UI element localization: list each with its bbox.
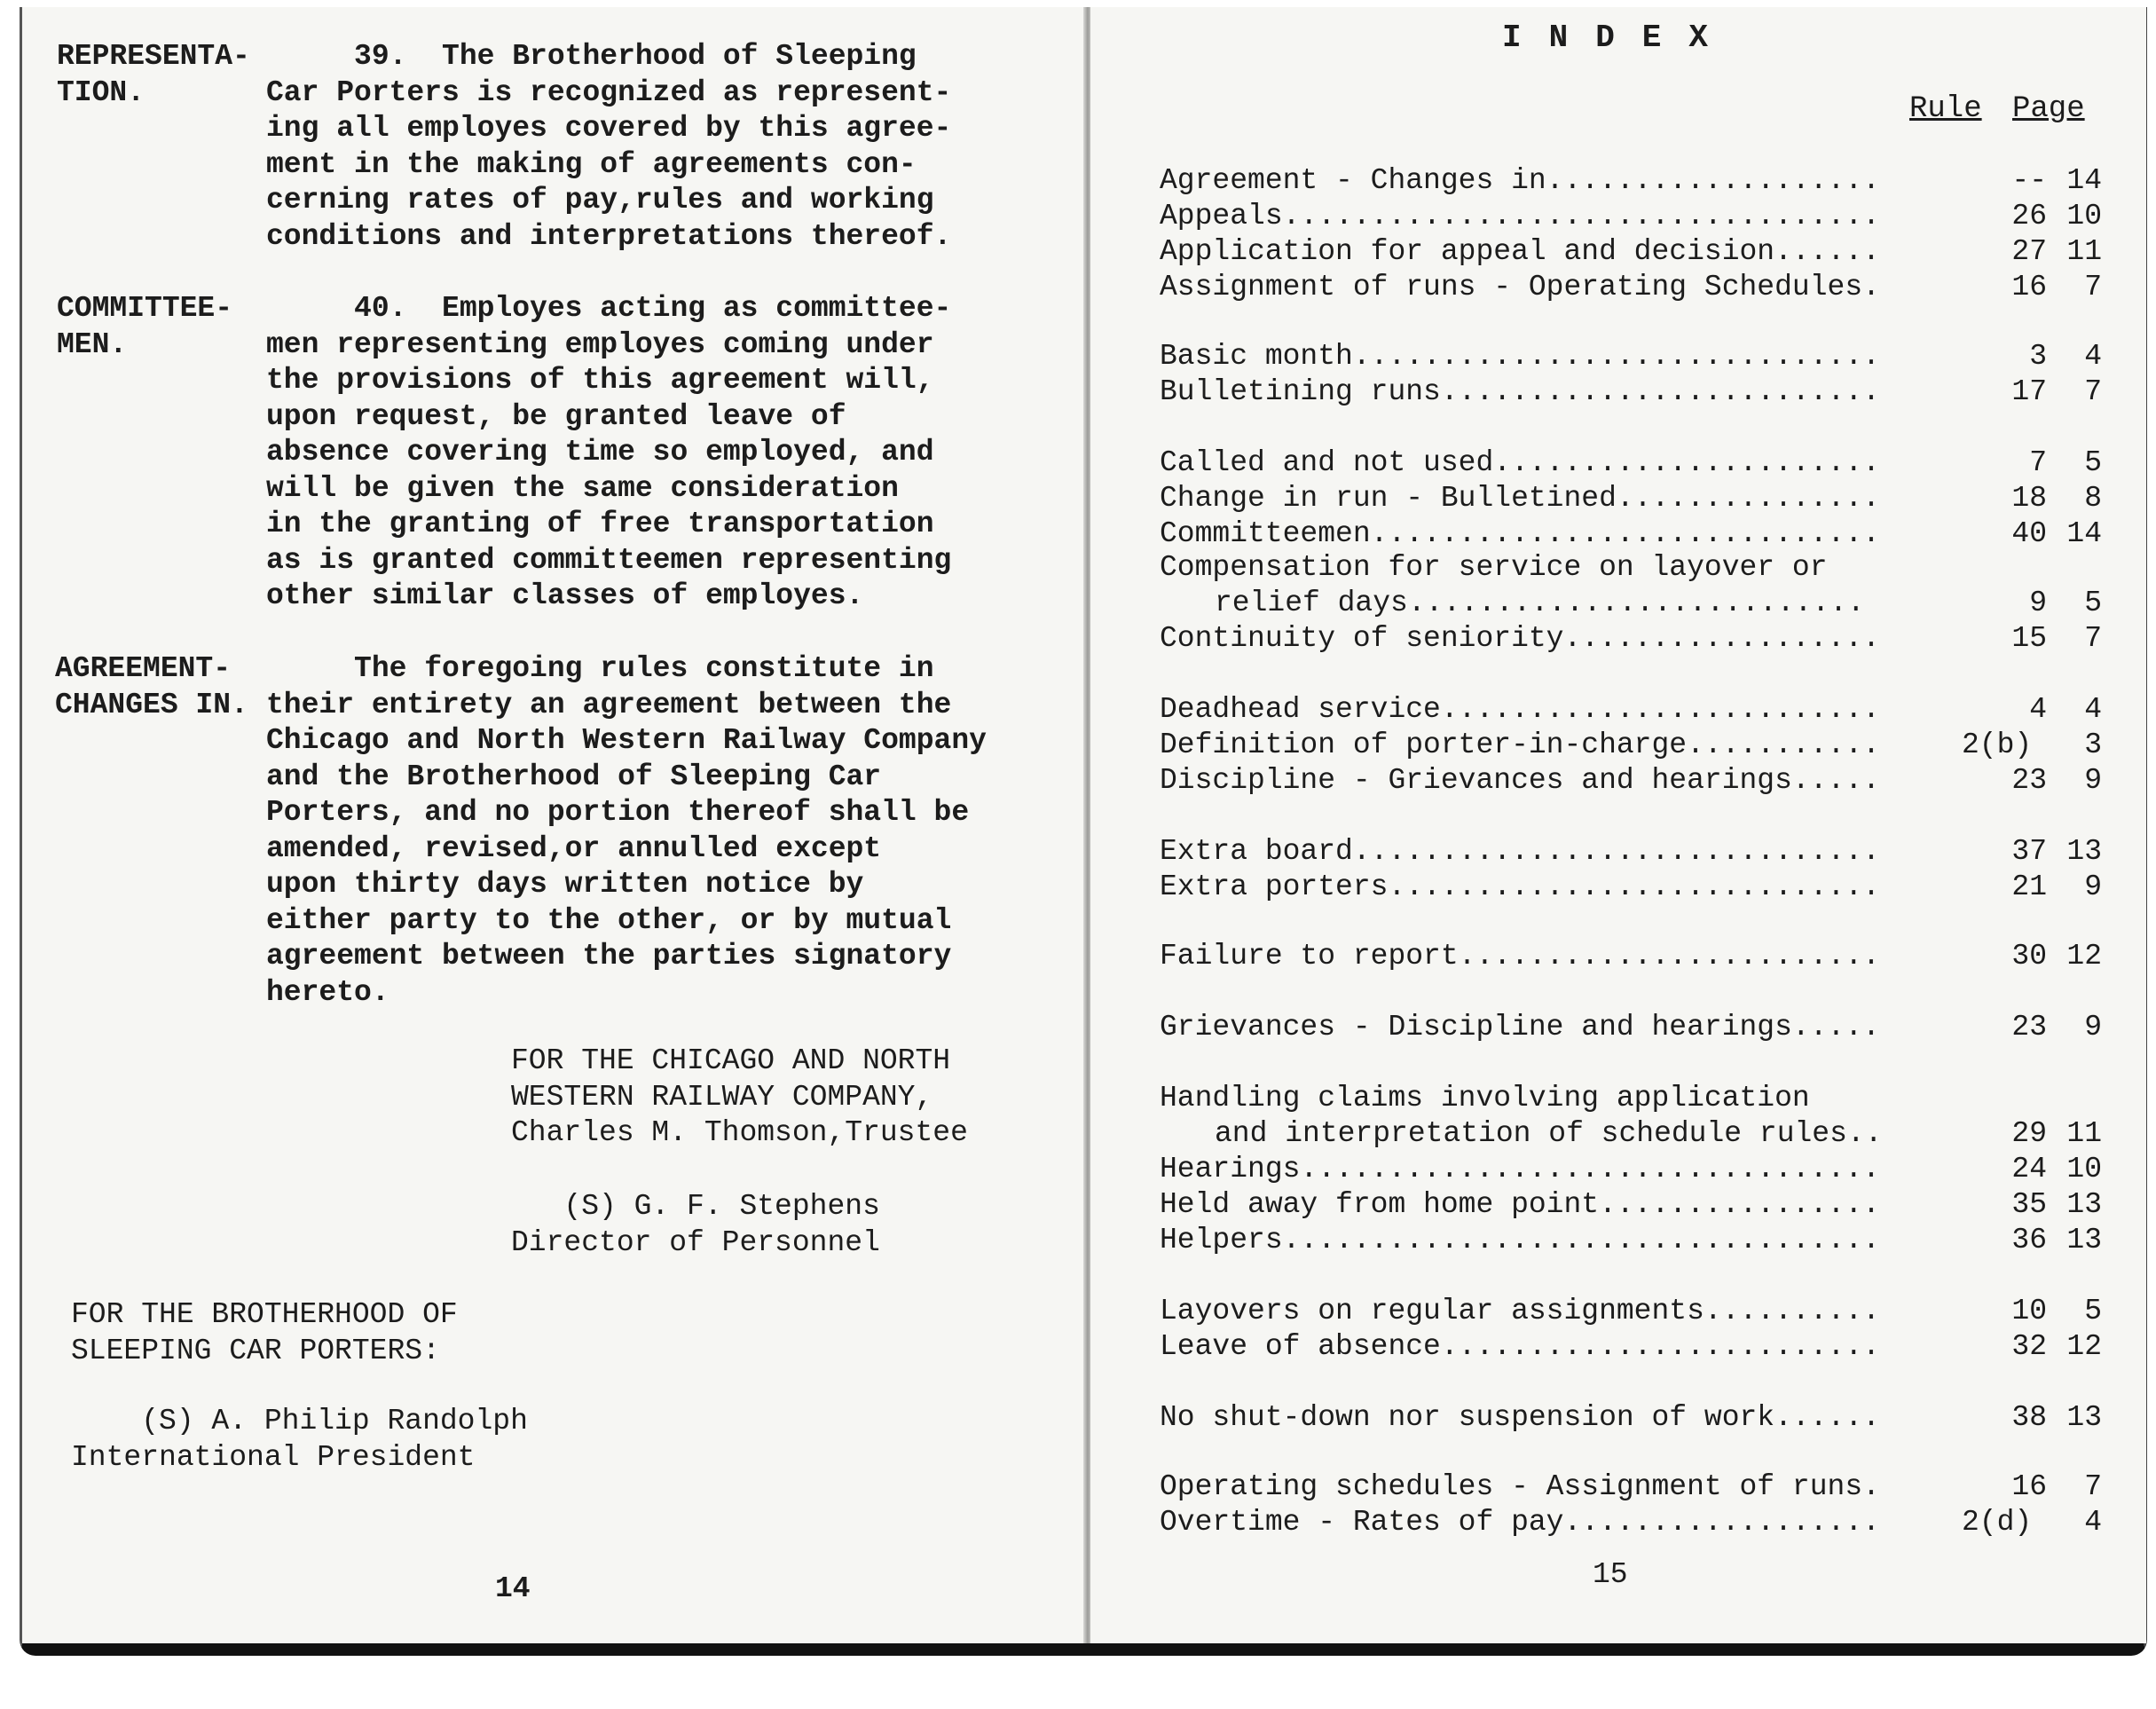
index-entry-rule: 2(b) bbox=[1962, 728, 2033, 761]
representation-paragraph bbox=[266, 39, 951, 255]
company-signature-block bbox=[511, 1044, 968, 1152]
index-entry bbox=[1160, 763, 2100, 799]
text-line: (S) A. Philip Randolph bbox=[71, 1405, 528, 1437]
index-entry-page: 4 bbox=[2084, 1506, 2102, 1539]
text-line: hereto. bbox=[266, 975, 389, 1009]
text-line: ing all employes covered by this agree- bbox=[266, 112, 952, 145]
index-entry-label: Handling claims involving application bbox=[1160, 1082, 1810, 1114]
index-entry-rule: 15 bbox=[2011, 622, 2047, 655]
index-entry-label: relief days.......................... bbox=[1215, 587, 1865, 619]
index-entry bbox=[1160, 586, 2100, 621]
page-column-header: Page bbox=[2012, 92, 2085, 126]
text-line: Chicago and North Western Railway Company bbox=[266, 724, 987, 757]
index-entry bbox=[1160, 516, 2100, 552]
label-line: TION. bbox=[57, 75, 146, 109]
text-line: The foregoing rules constitute in bbox=[266, 652, 934, 685]
index-entry-label: and interpretation of schedule rules.. bbox=[1215, 1117, 1883, 1150]
text-line: and the Brotherhood of Sleeping Car bbox=[266, 760, 882, 793]
committeemen-paragraph bbox=[266, 291, 951, 615]
text-line: 39. The Brotherhood of Sleeping bbox=[266, 40, 917, 73]
index-entry-label: Called and not used...................... bbox=[1160, 446, 1880, 479]
index-entry bbox=[1160, 339, 2100, 374]
index-entry-label: Discipline - Grievances and hearings..... bbox=[1160, 764, 1880, 797]
index-entry-rule: 23 bbox=[2011, 1011, 2047, 1044]
index-entry-page: 13 bbox=[2066, 1188, 2102, 1221]
index-entry-rule: 38 bbox=[2011, 1401, 2047, 1434]
index-entry-page: 7 bbox=[2084, 1470, 2102, 1503]
index-entry bbox=[1160, 1329, 2100, 1365]
index-entry-page: 9 bbox=[2084, 764, 2102, 797]
index-entry-rule: 4 bbox=[2029, 693, 2047, 726]
text-line: (S) G. F. Stephens bbox=[511, 1190, 880, 1223]
index-entry bbox=[1160, 1081, 2100, 1116]
index-entry-page: 11 bbox=[2066, 235, 2102, 268]
text-line: cerning rates of pay,rules and working bbox=[266, 184, 934, 217]
index-entry-rule: 18 bbox=[2011, 482, 2047, 515]
index-entry bbox=[1160, 481, 2100, 516]
index-entry bbox=[1160, 1223, 2100, 1258]
representation-label bbox=[57, 39, 250, 111]
index-entry bbox=[1160, 939, 2100, 974]
index-entry-page: 14 bbox=[2066, 517, 2102, 550]
left-page-number: 14 bbox=[495, 1572, 531, 1605]
label-line: REPRESENTA- bbox=[57, 40, 250, 73]
text-line: their entirety an agreement between the bbox=[266, 688, 952, 721]
index-entry-page: 13 bbox=[2066, 835, 2102, 868]
text-line: upon thirty days written notice by bbox=[266, 868, 864, 901]
index-entry-label: Operating schedules - Assignment of runs. bbox=[1160, 1470, 1880, 1503]
index-entry bbox=[1160, 1469, 2100, 1505]
index-entry bbox=[1160, 1152, 2100, 1187]
index-entry-page: 7 bbox=[2084, 622, 2102, 655]
index-entry-label: Extra board.............................. bbox=[1160, 835, 1880, 868]
index-entry-page: 5 bbox=[2084, 1295, 2102, 1327]
index-entry-rule: 26 bbox=[2011, 200, 2047, 232]
index-entry-rule: 40 bbox=[2011, 517, 2047, 550]
text-line: upon request, be granted leave of bbox=[266, 399, 846, 433]
index-entry bbox=[1160, 550, 2100, 586]
text-line: conditions and interpretations thereof. bbox=[266, 219, 952, 253]
index-entry-rule: 21 bbox=[2011, 870, 2047, 903]
text-line: Porters, and no portion thereof shall be bbox=[266, 796, 970, 829]
index-entry-label: Basic month.............................. bbox=[1160, 340, 1880, 373]
index-entry bbox=[1160, 1294, 2100, 1329]
index-entry bbox=[1160, 834, 2100, 870]
index-entry-label: Overtime - Rates of pay.................. bbox=[1160, 1506, 1880, 1539]
index-entry-label: Compensation for service on layover or bbox=[1160, 551, 1828, 584]
index-entry bbox=[1160, 692, 2100, 728]
index-entry-rule: 16 bbox=[2011, 271, 2047, 303]
committeemen-label bbox=[57, 291, 232, 363]
index-entry-label: Leave of absence......................... bbox=[1160, 1330, 1880, 1363]
text-line: agreement between the parties signatory bbox=[266, 940, 952, 973]
index-entry-page: 4 bbox=[2084, 693, 2102, 726]
index-entry-rule: 37 bbox=[2011, 835, 2047, 868]
index-entry-rule: 9 bbox=[2029, 587, 2047, 619]
index-entry-page: 12 bbox=[2066, 1330, 2102, 1363]
text-line: the provisions of this agreement will, bbox=[266, 364, 934, 397]
text-line: FOR THE BROTHERHOOD OF bbox=[71, 1298, 458, 1331]
index-entry-rule: 36 bbox=[2011, 1224, 2047, 1256]
index-entry-label: Hearings................................. bbox=[1160, 1153, 1880, 1185]
index-entry-label: Appeals.................................. bbox=[1160, 200, 1880, 232]
index-entry-rule: 29 bbox=[2011, 1117, 2047, 1150]
text-line: Car Porters is recognized as represent- bbox=[266, 75, 952, 109]
index-entry-label: Agreement - Changes in................... bbox=[1160, 164, 1880, 197]
index-entry-rule: 17 bbox=[2011, 375, 2047, 408]
index-entry-label: Application for appeal and decision...... bbox=[1160, 235, 1880, 268]
index-entry-label: No shut-down nor suspension of work...... bbox=[1160, 1401, 1880, 1434]
index-entry-page: 7 bbox=[2084, 375, 2102, 408]
text-line: SLEEPING CAR PORTERS: bbox=[71, 1334, 440, 1367]
index-entry-page: 5 bbox=[2084, 446, 2102, 479]
index-entry-page: 10 bbox=[2066, 1153, 2102, 1185]
index-entry-rule: 7 bbox=[2029, 446, 2047, 479]
index-entry bbox=[1160, 1400, 2100, 1436]
index-entry-rule: -- bbox=[2011, 164, 2047, 197]
index-entry bbox=[1160, 870, 2100, 905]
text-line: in the granting of free transportation bbox=[266, 508, 934, 540]
index-entry-page: 10 bbox=[2066, 200, 2102, 232]
index-entry-label: Extra porters............................ bbox=[1160, 870, 1880, 903]
index-entry-label: Held away from home point................ bbox=[1160, 1188, 1880, 1221]
text-line: amended, revised,or annulled except bbox=[266, 831, 882, 865]
index-entry-label: Layovers on regular assignments.......... bbox=[1160, 1295, 1880, 1327]
index-entry-page: 7 bbox=[2084, 271, 2102, 303]
index-entry bbox=[1160, 1116, 2100, 1152]
text-line: as is granted committeemen representing bbox=[266, 543, 952, 577]
index-entry-rule: 3 bbox=[2029, 340, 2047, 373]
index-entry-label: Assignment of runs - Operating Schedules. bbox=[1160, 271, 1880, 303]
brotherhood-signature-block bbox=[71, 1297, 458, 1369]
text-line: FOR THE CHICAGO AND NORTH bbox=[511, 1044, 951, 1077]
index-entry-label: Helpers.................................. bbox=[1160, 1224, 1880, 1256]
label-line: CHANGES IN. bbox=[55, 688, 248, 721]
index-entry bbox=[1160, 1505, 2100, 1540]
index-entry-page: 5 bbox=[2084, 587, 2102, 619]
index-title: INDEX bbox=[1502, 20, 1736, 56]
label-line: MEN. bbox=[57, 327, 128, 361]
index-entry-label: Grievances - Discipline and hearings..... bbox=[1160, 1011, 1880, 1044]
index-entry bbox=[1160, 1187, 2100, 1223]
index-entry-page: 13 bbox=[2066, 1401, 2102, 1434]
text-line: WESTERN RAILWAY COMPANY, bbox=[511, 1080, 933, 1114]
text-line: Charles M. Thomson,Trustee bbox=[511, 1116, 968, 1149]
rule-column-header: Rule bbox=[1909, 92, 1982, 126]
index-entry-label: Bulletining runs......................... bbox=[1160, 375, 1880, 408]
brotherhood-signer bbox=[71, 1404, 528, 1476]
agreement-paragraph bbox=[266, 651, 987, 1011]
text-line: either party to the other, or by mutual bbox=[266, 903, 952, 937]
index-entry-page: 12 bbox=[2066, 940, 2102, 973]
index-entry-rule: 16 bbox=[2011, 1470, 2047, 1503]
index-entry-label: Definition of porter-in-charge........... bbox=[1160, 728, 1880, 761]
index-entry-label: Committeemen............................. bbox=[1160, 517, 1880, 550]
index-entry-page: 8 bbox=[2084, 482, 2102, 515]
index-entry bbox=[1160, 234, 2100, 270]
text-line: men representing employes coming under bbox=[266, 327, 934, 361]
index-entry-page: 14 bbox=[2066, 164, 2102, 197]
index-entry-rule: 27 bbox=[2011, 235, 2047, 268]
text-line: absence covering time so employed, and bbox=[266, 436, 934, 469]
index-entry-page: 9 bbox=[2084, 870, 2102, 903]
index-entry-rule: 24 bbox=[2011, 1153, 2047, 1185]
index-entry bbox=[1160, 621, 2100, 657]
index-entry-label: Change in run - Bulletined............... bbox=[1160, 482, 1880, 515]
index-entry-page: 3 bbox=[2084, 728, 2102, 761]
index-entry-rule: 10 bbox=[2011, 1295, 2047, 1327]
text-line: other similar classes of employes. bbox=[266, 579, 864, 612]
text-line: 40. Employes acting as committee- bbox=[266, 292, 952, 325]
index-entry bbox=[1160, 728, 2100, 763]
label-line: COMMITTEE- bbox=[57, 292, 233, 325]
index-entry-label: Deadhead service......................... bbox=[1160, 693, 1880, 726]
index-entry-rule: 32 bbox=[2011, 1330, 2047, 1363]
index-entry-label: Continuity of seniority.................. bbox=[1160, 622, 1880, 655]
text-line: International President bbox=[71, 1440, 476, 1474]
index-entry-rule: 23 bbox=[2011, 764, 2047, 797]
index-entry-page: 13 bbox=[2066, 1224, 2102, 1256]
index-entry bbox=[1160, 270, 2100, 305]
company-signer bbox=[511, 1189, 880, 1261]
index-entry-rule: 30 bbox=[2011, 940, 2047, 973]
index-entry bbox=[1160, 1010, 2100, 1045]
index-entry bbox=[1160, 199, 2100, 234]
index-entry-page: 9 bbox=[2084, 1011, 2102, 1044]
index-entry-rule: 35 bbox=[2011, 1188, 2047, 1221]
index-entry bbox=[1160, 374, 2100, 410]
index-entry-rule: 2(d) bbox=[1962, 1506, 2033, 1539]
index-entry-page: 4 bbox=[2084, 340, 2102, 373]
text-line: ment in the making of agreements con- bbox=[266, 147, 917, 181]
text-line: Director of Personnel bbox=[511, 1225, 880, 1259]
right-page-number: 15 bbox=[1593, 1558, 1628, 1591]
index-entry bbox=[1160, 445, 2100, 481]
label-line: AGREEMENT- bbox=[55, 652, 232, 685]
index-entry bbox=[1160, 163, 2100, 199]
agreement-label bbox=[55, 651, 248, 723]
index-entry-page: 11 bbox=[2066, 1117, 2102, 1150]
text-line: will be given the same consideration bbox=[266, 471, 899, 505]
index-entry-label: Failure to report........................ bbox=[1160, 940, 1880, 973]
